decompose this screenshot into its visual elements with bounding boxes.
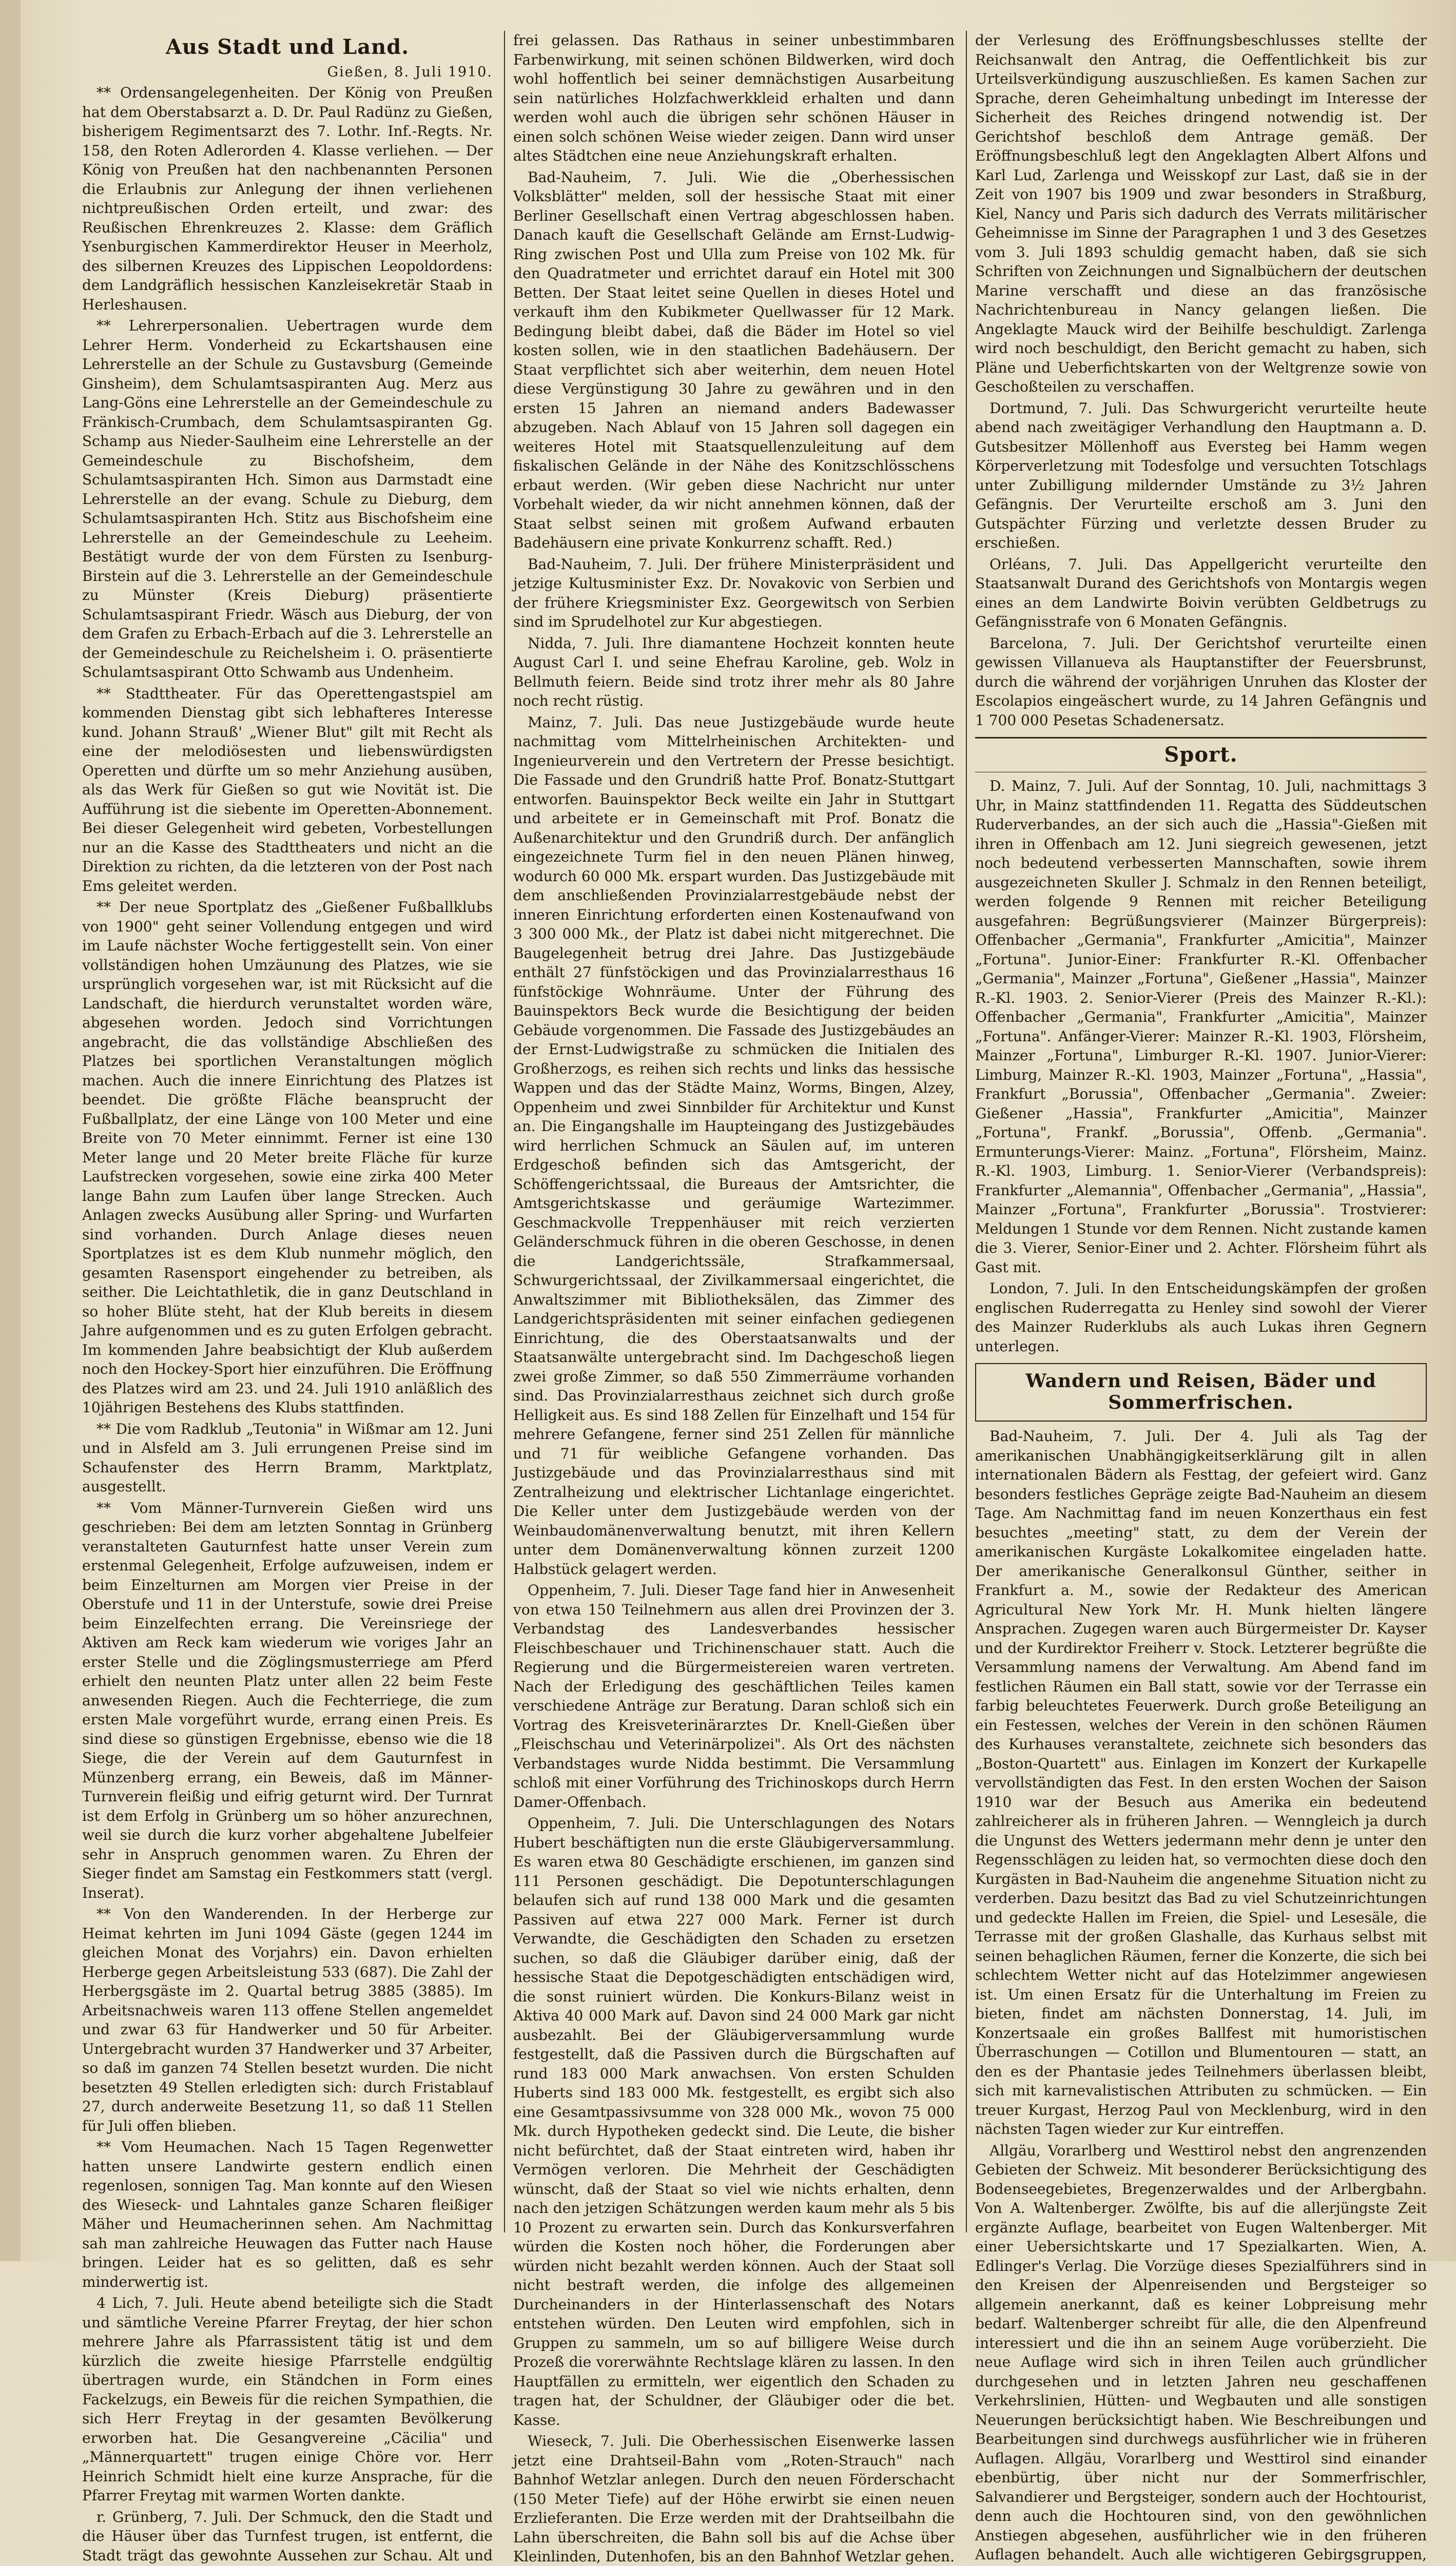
section-heading-travel: Wandern und Reisen, Bäder und Sommerfrischen. <box>981 1370 1421 1413</box>
article-paragraph: r. Grünberg, 7. Juli. Der Schmuck, den die Stadt und die Häuser über das Turnfest trugen, ist entfernt, die Stadt trägt das gewohnte Aussehen zur Schau. Alt und <box>82 2507 493 2566</box>
article-paragraph: ** Lehrerpersonalien. Uebertragen wurde dem Lehrer Herm. Vonderheid zu Eckartshausen eine Lehrerstelle an der Schule zu Gustavsburg (Gemeinde Ginsheim), dem Schulamtsaspiranten Aug. Merz aus Lang-Göns eine Lehrerstelle an der Gemeindeschule zu Fränkisch-Crumbach, dem Schulamtsaspiranten Gg. Schamp aus Nieder-Saulheim eine Lehrerstelle an der Gemeindeschule zu Bischofsheim, dem Schulamtsaspiranten Hch. Simon aus Darmstadt eine Lehrerstelle an der evang. Schule zu Dieburg, dem Schulamtsaspiranten Hch. Stitz aus Bischofsheim eine Lehrerstelle an der Gemeindeschule zu Leeheim. Bestätigt wurde der von dem Fürsten zu Isenburg-Birstein auf die 3. Lehrerstelle an der Gemeindeschule zu Münster (Kreis Dieburg) präsentierte Schulamtsaspirant Friedr. Wäsch aus Dieburg, der von dem Grafen zu Erbach-Erbach auf die 3. Lehrerstelle an der Gemeindeschule zu Reichelsheim i. O. präsentierte Schulamtsaspirant Otto Schwamb aus Undenheim. <box>82 316 493 682</box>
column-rule <box>966 31 967 2232</box>
article-paragraph: Wieseck, 7. Juli. Die Oberhessischen Eisenwerke lassen jetzt eine Drahtseil-Bahn vom „Roten-Strauch" nach Bahnhof Wetzlar anlegen. Durch den neuen Förderschacht (150 Meter Tiefe) auf der Höhe erwirbt sie einen neuen Erzlieferanten. Die Erze werden mit der Drahtseilbahn die Lahn überschreiten, die Bahn soll bis auf die Achse über Kleinlinden, Dutenhofen, bis an den Bahnhof Wetzlar gehen. <box>513 2432 955 2566</box>
travel-articles <box>975 1427 1427 2566</box>
column-3-articles <box>975 31 1427 730</box>
article-paragraph: Orléans, 7. Juli. Das Appellgericht verurteilte den Staatsanwalt Durand des Gerichtshofs von Montargis wegen eines an dem Landwirte Boivin verübten Geldbetrugs zu Gefängnisstrafe von 6 Monaten Gefängnis. <box>975 555 1427 632</box>
article-paragraph: Bad-Nauheim, 7. Juli. Der 4. Juli als Tag der amerikanischen Unabhängigkeitserklärung gilt in allen internationalen Bädern als Festtag, der gefeiert wird. Ganz besonders festliches Gepräge zeigte Bad-Nauheim an diesem Tage. Am Nachmittag fand im neuen Konzerthaus ein fest besuchtes „meeting" statt, zu dem der Verein der amerikanischen Kurgäste Lokalkomitee eingeladen hatte. Der amerikanische Generalkonsul Günther, seither in Frankfurt a. M., sowie der Redakteur des American Agricultural New York Mr. H. Munk hielten längere Ansprachen. Zugegen waren auch Bürgermeister Dr. Kayser und der Kurdirektor Freiherr v. Stock. Letzterer begrüßte die Versammlung namens der Verwaltung. Am Abend fand im festlichen Räumen ein Ball statt, sowie vor der Terrasse ein farbig beleuchtetes Feuerwerk. Durch große Beteiligung an ein Festessen, welches der Verein in den schönen Räumen des Kurhauses veranstaltete, zeichnete sich besonders das „Boston-Quartett" aus. Einlagen im Konzert der Kurkapelle vervollständigten das Fest. In den ersten Wochen der Saison 1910 war der Besuch aus Amerika ein bedeutend zahlreicherer als in früheren Jahren. — Wenngleich ja durch die Ungunst des Wetters jedermann mehr denn je unter den Regensschlägen zu leiden hat, so vermochten diese doch den Kurgästen in Bad-Nauheim die angenehme Situation nicht zu verderben. Dazu besitzt das Bad zu viel Schutzeinrichtungen und gedeckte Hallen im Freien, die Spiel- und Lesesäle, die Terrasse mit der großen Glashalle, das Kurhaus selbst mit seinen behaglichen Räumen, ferner die Konzerte, die sich bei schlechtem Wetter nicht auf das Hotelzimmer angewiesen ist. Um einen Ersatz für die Unterhaltung im Freien zu bieten, findet am nächsten Donnerstag, 14. Juli, im Konzertsaale ein großes Ballfest mit humoristischen Überraschungen — Cotillon und Blumentouren — statt, an den es der Phantasie jedes Teilnehmers überlassen bleibt, sich mit karnevalistischen Attributen zu schmücken. — Ein treuer Kurgast, Herzog Paul von Mecklenburg, wird in den nächsten Tagen wieder zur Kur eintreffen. <box>975 1427 1427 2139</box>
article-paragraph: Dortmund, 7. Juli. Das Schwurgericht verurteilte heute abend nach zweitägiger Verhandlung den Hauptmann a. D. Gutsbesitzer Möllenhoff aus Eversteg bei Hamm wegen Körperverletzung mit Todesfolge und versuchten Totschlags unter Zubilligung mildernder Umstände zu 3½ Jahren Gefängnis. Der Verurteilte erschoß am 3. Juni den Gutspächter Fürzing und verletzte dessen Bruder zu erschießen. <box>975 399 1427 553</box>
article-paragraph: frei gelassen. Das Rathaus in seiner unbestimmbaren Farbenwirkung, mit seinen schönen Bildwerken, wird doch wohl hoffentlich bei seiner demnächstigen Ausarbeitung sein natürliches Holzfachwerkkleid erhalten und dann werden wohl auch die übrigen sehr schönen Häuser in einen solch schönen Weise wieder zeigen. Dann wird unser altes Städtchen eine neue Anziehungskraft erhalten. <box>513 31 955 166</box>
column-1-articles <box>82 83 493 2566</box>
column-1 <box>82 31 493 2232</box>
binding-gutter <box>0 0 21 2261</box>
article-paragraph: ** Vom Männer-Turnverein Gießen wird uns geschrieben: Bei dem am letzten Sonntag in Grünberg veranstalteten Gauturnfest hatte unser Verein zum erstenmal Gelegenheit, Erfolge aufzuweisen, indem er beim Einzelturnen am Morgen vier Preise in der Oberstufe und 11 in der Unterstufe, sowie drei Preise beim Einzelfechten errang. Die Vereinsriege der Aktiven am Reck kam wiederum wie voriges Jahr an erster Stelle und die Zöglingsmusterriege am Pferd erhielt den neunten Platz unter allen 22 beim Feste anwesenden Riegen. Auch die Fechterriege, die zum ersten Male vorgeführt wurde, errang einen Preis. Es sind diese so günstigen Ergebnisse, ebenso wie die 18 Siege, die der Verein auf dem Gauturnfest in Münzenberg errang, ein Beweis, daß im Männer-Turnverein fleißig und eifrig geturnt wird. Der Turnrat ist dem Erfolg in Grünberg um so höher anzurechnen, weil sie durch die kurz vorher abgehaltene Jubelfeier sehr in Anspruch genommen waren. Zu Ehren der Sieger findet am Samstag ein Festkommers statt (vergl. Inserat). <box>82 1499 493 1903</box>
article-paragraph: Nidda, 7. Juli. Ihre diamantene Hochzeit konnten heute August Carl I. und seine Ehefrau Karoline, geb. Wolz in Bellmuth feiern. Beide sind trotz ihrer mehr als 80 Jahre noch recht rüstig. <box>513 634 955 711</box>
article-paragraph: London, 7. Juli. In den Entscheidungskämpfen der großen englischen Ruderregatta zu Henley sind sowohl der Vierer des Mainzer Ruderklubs als auch Lukas ihren Gegnern unterlegen. <box>975 1279 1427 1356</box>
article-paragraph: 4 Lich, 7. Juli. Heute abend beteiligte sich die Stadt und sämtliche Vereine Pfarrer Freytag, der hier schon mehrere Jahre als Pfarrassistent tätig ist und dem kürzlich die zweite hiesige Pfarrstelle endgültig übertragen wurde, ein Ständchen in Form eines Fackelzugs, ein Beweis für die reichen Sympathien, die sich Herr Freytag in der gesamten Bevölkerung erworben hat. Die Gesangvereine „Cäcilia" und „Männerquartett" trugen einige Chöre vor. Herr Heinrich Schmidt hielt eine kurze Ansprache, für die Pfarrer Freytag mit warmen Worten dankte. <box>82 2293 493 2505</box>
column-2-articles <box>513 31 955 2566</box>
article-paragraph: Bad-Nauheim, 7. Juli. Der frühere Ministerpräsident und jetzige Kultusminister Exz. Dr. Novakovic von Serbien und der frühere Kriegsminister Exz. Georgewitsch von Serbien sind im Sprudelhotel zur Kur abgestiegen. <box>513 555 955 632</box>
section-divider <box>975 737 1427 738</box>
article-paragraph: ** Ordensangelegenheiten. Der König von Preußen hat dem Oberstabsarzt a. D. Dr. Paul Radünz zu Gießen, bisherigem Regimentsarzt des 7. Lothr. Inf.-Regts. Nr. 158, den Roten Adlerorden 4. Klasse verliehen. — Der König von Preußen hat den nachbenannten Personen die Erlaubnis zur Anlegung der ihnen verliehenen nichtpreußischen Orden erteilt, und zwar: des Reußischen Ehrenkreuzes 2. Klasse: dem Gräflich Ysenburgischen Kammerdirektor Heuser in Meerholz, des silbernen Kreuzes des Lippischen Leopoldordens: dem Landgräflich hessischen Kanzleisekretär Staab in Herleshausen. <box>82 83 493 314</box>
article-paragraph: Bad-Nauheim, 7. Juli. Wie die „Oberhessischen Volksblätter" melden, soll der hessische Staat mit einer Berliner Gesellschaft einen Vertrag abgeschlossen haben. Danach kauft die Gesellschaft Gelände am Ernst-Ludwig-Ring zwischen Post und Ulla zum Preise von 102 Mk. für den Quadratmeter und errichtet darauf ein Hotel mit 300 Betten. Der Staat leitet seine Quellen in dieses Hotel und verkauft ihm den Kubikmeter Quellwasser für 12 Mark. Bedingung bleibt dabei, daß die Bäder im Hotel so viel kosten sollen, wie in den staatlichen Badehäusern. Der Staat verpflichtet sich aber weiterhin, dem neuen Hotel diese Vergünstigung 30 Jahre zu gewähren und in den ersten 15 Jahren an niemand anders Badewasser abzugeben. Nach Ablauf von 15 Jahren soll dagegen ein weiteres Hotel mit Staatsquellenzuleitung auf dem fiskalischen Gelände in der Nähe des Konitzschlösschens erbaut werden. (Wir geben diese Nachricht nur unter Vorbehalt wieder, da wir nicht annehmen können, daß der Staat selbst seinen mit großem Aufwand erbauten Badehäusern eine private Konkurrenz schafft. Red.) <box>513 168 955 553</box>
dateline: Gießen, 8. Juli 1910. <box>82 64 493 80</box>
article-paragraph: ** Der neue Sportplatz des „Gießener Fußballklubs von 1900" geht seiner Vollendung entgegen und wird im Laufe nächster Woche fertiggestellt sein. Von einer vollständigen hohen Umzäunung des Platzes, wie sie ursprünglich vorgesehen war, ist mit Rücksicht auf die Landschaft, die hierdurch verunstaltet worden wäre, abgesehen worden. Jedoch sind Vorrichtungen angebracht, die das vollständige Abschließen des Platzes bei sportlichen Veranstaltungen möglich machen. Auch die innere Einrichtung des Platzes ist beendet. Die größte Fläche beansprucht der Fußballplatz, der eine Länge von 100 Meter und eine Breite von 70 Meter einnimmt. Ferner ist eine 130 Meter lange und 20 Meter breite Fläche für kurze Laufstrecken vorgesehen, sowie eine zirka 400 Meter lange Bahn zum Laufen über lange Strecken. Auch Anlagen zwecks Ausübung aller Spring- und Wurfarten sind vorhanden. Durch Anlage dieses neuen Sportplatzes ist es dem Klub nunmehr möglich, den gesamten Rasensport eingehender zu betreiben, als seither. Die Leichtathletik, die in ganz Deutschland in so hoher Blüte steht, hat der Klub bereits in diesem Jahre aufgenommen und es zu guten Erfolgen gebracht. Im kommenden Jahre beabsichtigt der Klub außerdem noch den Hockey-Sport hier einzuführen. Die Eröffnung des Platzes wird am 23. und 24. Juli 1910 anläßlich des 10jährigen Bestehens des Klubs stattfinden. <box>82 898 493 1417</box>
article-paragraph: Mainz, 7. Juli. Das neue Justizgebäude wurde heute nachmittag vom Mittelrheinischen Architekten- und Ingenieurverein und den Vertretern der Presse besichtigt. Die Fassade und den Grundriß hatte Prof. Bonatz-Stuttgart entworfen. Bauinspektor Beck weilte ein Jahr in Stuttgart und arbeitete er in Gemeinschaft mit Prof. Bonatz die Außenarchitektur und den Grundriß durch. Der anfänglich eingezeichnete Turm fiel in den neuen Plänen hinweg, wodurch 60 000 Mk. erspart wurden. Das Justizgebäude mit dem anschließenden Provinzialarrestgebäude nebst der inneren Einrichtung erforderten einen Kostenaufwand von 3 300 000 Mk., der Platz ist dabei nicht mitgerechnet. Die Baugelegenheit betrug drei Jahre. Das Justizgebäude enthält 27 fünfstöckigen und das Provinzialarresthaus 16 fünfstöckige Wohnräume. Unter der Führung des Bauinspektors Beck wurde die Besichtigung der beiden Gebäude vorgenommen. Die Fassade des Justizgebäudes an der Ernst-Ludwigstraße zu schmücken die Initialen des Großherzogs, es reihen sich rechts und links das hessische Wappen und das der Städte Mainz, Worms, Bingen, Alzey, Oppenheim und zwei Sinnbilder für Architektur und Kunst an. Die Eingangshalle im Haupteingang des Justizgebäudes wird herrlichen Schmuck an Säulen auf, im unteren Erdgeschoß befinden sich das Amtsgericht, der Schöffengerichtssaal, die Bureaus der Amtsrichter, die Amtsgerichtskasse und geräumige Wartezimmer. Geschmackvolle Treppenhäuser mit reich verzierten Geländerschmuck führen in die oberen Geschosse, in denen die Landgerichtssäle, Strafkammersaal, Schwurgerichtssaal, der Zivilkammersaal eingerichtet, die Anwaltszimmer mit Bibliotheksälen, das Zimmer des Landgerichtspräsidenten mit seiner einfachen gediegenen Einrichtung, die des Oberstaatsanwalts und der Staatsanwälte untergebracht sind. Im Dachgeschoß liegen zwei große Zimmer, so daß 550 Zimmerräume vorhanden sind. Das Provinzialarresthaus zeichnet sich durch große Helligkeit aus. Es sind 188 Zellen für Einzelhaft und 154 für mehrere Gefangene, ferner sind 251 Zellen für männliche und 71 für weibliche Gefangene vorhanden. Das Justizgebäude und das Provinzialarresthaus sind mit Zentralheizung und elektrischer Lichtanlage eingerichtet. Die Keller unter dem Justizgebäude werden von der Weinbaudomänenverwaltung benutzt, mit ihren Kellern unter dem Domänenverwaltung können zurzeit 1200 Halbstück gelagert werden. <box>513 713 955 1579</box>
article-paragraph: Oppenheim, 7. Juli. Dieser Tage fand hier in Anwesenheit von etwa 150 Teilnehmern aus allen drei Provinzen der 3. Verbandstag des Landesverbandes hessischer Fleischbeschauer und Trichinenschauer statt. Auch die Regierung und die Bürgermeistereien waren vertreten. Nach der Erledigung des geschäftlichen Teiles kamen verschiedene Anträge zur Beratung. Daran schloß sich ein Vortrag des Kreisveterinärarztes Dr. Knell-Gießen über „Fleischschau und Veterinärpolizei". Als Ort des nächsten Verbandstages wurde Nidda bestimmt. Die Versammlung schloß mit einer Vorführung des Trichinoskops durch Herrn Damer-Offenbach. <box>513 1581 955 1812</box>
column-rule <box>504 31 505 2232</box>
article-paragraph: Barcelona, 7. Juli. Der Gerichtshof verurteilte einen gewissen Villanueva als Hauptanstifter der Feuersbrunst, durch die während der vorjährigen Unruhen das Kloster der Escolapios eingeäschert wurde, zu 14 Jahren Gefängnis und 1 700 000 Pesetas Schadenersatz. <box>975 634 1427 730</box>
sport-articles <box>975 776 1427 1356</box>
article-paragraph: D. Mainz, 7. Juli. Auf der Sonntag, 10. Juli, nachmittags 3 Uhr, in Mainz stattfindenden 11. Regatta des Süddeutschen Ruderverbandes, an der sich auch die „Hassia"-Gießen mit ihren in Offenbach am 12. Juni siegreich gewesenen, jetzt noch bedeutend verbesserten Mannschaften, sowie ihrem ausgezeichneten Skuller J. Schmalz in den Rennen beteiligt, werden folgende 9 Rennen mit reicher Beteiligung ausgefahren: Begrüßungsvierer (Mainzer Bürgerpreis): Offenbacher „Germania", Frankfurter „Amicitia", Mainzer „Fortuna". Junior-Einer: Frankfurter R.-Kl. Offenbacher „Germania", Mainzer „Fortuna", Gießener „Hassia", Mainzer R.-Kl. 1903. 2. Senior-Vierer (Preis des Mainzer R.-Kl.): Offenbacher „Germania", Frankfurter „Amicitia", Mainzer „Fortuna". Anfänger-Vierer: Mainzer R.-Kl. 1903, Flörsheim, Mainzer „Fortuna", Limburger R.-Kl. 1907. Junior-Vierer: Limburg, Mainzer R.-Kl. 1903, Mainzer „Fortuna", „Hassia", Frankfurt „Borussia", Offenbacher „Germania". Zweier: Gießener „Hassia", Frankfurter „Amicitia", Mainzer „Fortuna", Frankf. „Borussia", Offenb. „Germania". Ermunterungs-Vierer: Mainz. „Fortuna", Flörsheim, Mainz. R.-Kl. 1903, Limburg. 1. Senior-Vierer (Verbandspreis): Frankfurter „Alemannia", Offenbacher „Germania", „Hassia", Mainzer „Fortuna", Frankfurter „Borussia". Trostvierer: Meldungen 1 Stunde vor dem Rennen. Nicht zustande kamen die 3. Vierer, Senior-Einer und 2. Achter. Flörsheim führt als Gast mit. <box>975 776 1427 1277</box>
travel-section-box <box>975 1363 1427 1422</box>
article-paragraph: ** Stadttheater. Für das Operettengastspiel am kommenden Dienstag gibt sich lebhafteres Interesse kund. Johann Strauß' „Wiener Blut" gilt mit Recht als eine der melodiösesten und liebenswürdigsten Operetten und dürfte um so mehr Anziehung ausüben, als das Werk für Gießen so gut wie Novität ist. Die Aufführung ist die siebente im Operetten-Abonnement. Bei dieser Gelegenheit wird gebeten, Vorbestellungen nur an die Kasse des Stadttheaters und nicht an die Direktion zu richten, da die letzteren von der Post nach Ems geleitet werden. <box>82 684 493 896</box>
article-paragraph: Oppenheim, 7. Juli. Die Unterschlagungen des Notars Hubert beschäftigten nun die erste Gläubigerversammlung. Es waren etwa 80 Geschädigte erschienen, im ganzen sind 111 Personen geschädigt. Die Depotunterschlagungen belaufen sich auf rund 138 000 Mark und die gesamten Passiven auf etwa 227 000 Mark. Ferner ist durch Verwandte, die Geschädigten den Schaden zu ersetzen suchen, so daß die Gläubiger darüber einig, daß der hessische Staat die Depotgeschädigten entschädigen wird, die sonst ruiniert würden. Die Konkurs-Bilanz weist in Aktiva 40 000 Mark auf. Davon sind 24 000 Mark gar nicht ausbezahlt. Bei der Gläubigerversammlung wurde festgestellt, daß die Passiven durch die Bürgschaften auf rund 183 000 Mark anwachsen. Von ersten Schulden Huberts sind 183 000 Mk. festgestellt, es ergibt sich also eine Gesamtpassivsumme von 328 000 Mk., wovon 75 000 Mk. durch Hypotheken gedeckt sind. Die Leute, die bisher nicht befürchtet, daß der Staat eintreten wird, haben ihr Vermögen verloren. Die Mehrheit der Geschädigten wünscht, daß der Staat so viel wie nichts erhalten, denn nach den jetzigen Schätzungen werden kaum mehr als 5 bis 10 Prozent zu erwarten sein. Durch das Konkursverfahren würden die Kosten noch höher, die Forderungen aber würden nicht bezahlt werden können. Auch der Staat soll nicht bestraft werden, die infolge des allgemeinen Durcheinanders in der Hinterlassenschaft des Notars entstehen würden. Den Leuten wird empfohlen, sich in Gruppen zu sammeln, um so auf billigere Weise durch Prozeß die vorerwähnte Rechtslage klären zu lassen. In den Hauptfällen zu ermitteln, wer eigentlich den Schaden zu tragen hat, der Schuldner, der Gläubiger oder die bet. Kasse. <box>513 1814 955 2429</box>
article-paragraph: ** Vom Heumachen. Nach 15 Tagen Regenwetter hatten unsere Landwirte gestern endlich einen regenlosen, sonnigen Tag. Man konnte auf den Wiesen des Wieseck- und Lahntales ganze Scharen fleißiger Mäher und Heumacherinnen sehen. Am Nachmittag sah man zahlreiche Heuwagen das Futter nach Hause bringen. Leider hat es so gelitten, daß es sehr minderwertig ist. <box>82 2137 493 2291</box>
article-paragraph: der Verlesung des Eröffnungsbeschlusses stellte der Reichsanwalt den Antrag, die Oeffentlichkeit bis zur Urteilsverkündigung auszuschließen. Es kamen Sachen zur Sprache, deren Geheimhaltung unbedingt im Interesse der Sicherheit des Reiches dringend notwendig ist. Der Gerichtshof beschloß dem Antrage gemäß. Der Eröffnungsbeschluß legt den Angeklagten Albert Alfons und Karl Lud, Zarlenga und Weisskopf zur Last, daß sie in der Zeit von 1907 bis 1909 und zwar besonders in Straßburg, Kiel, Nancy und Paris sich dadurch des Verrats militärischer Geheimnisse im Sinne der Paragraphen 1 und 3 des Gesetzes vom 3. Juli 1893 schuldig gemacht haben, daß sie sich Schriften von Zeichnungen und Signalbüchern der deutschen Marine verschafft und diese an das französische Nachrichtenbureau in Nancy gelangen ließen. Die Angeklagte Mauck wird der Beihilfe beschuldigt. Zarlenga wird noch beschuldigt, den Bericht gemacht zu haben, sich Pläne und Ueberfichtskarten von der Weltgrenze sowie von Geschoßteilen zu verschaffen. <box>975 31 1427 397</box>
section-heading-local-news: Aus Stadt und Land. <box>82 35 493 59</box>
article-paragraph: Allgäu, Vorarlberg und Westtirol nebst den angrenzenden Gebieten der Schweiz. Mit besonderer Berücksichtigung des Bodenseegebietes, Bregenzerwaldes und der Arlbergbahn. Von A. Waltenberger. Zwölfte, bis auf die allerjüngste Zeit ergänzte Auflage, bearbeitet von Eugen Waltenberger. Mit einer Uebersichtskarte und 17 Spezialkarten. Wien, A. Edlinger's Verlag. Die Vorzüge dieses Spezialführers sind in den Kreisen der Alpenreisenden und Bergsteiger so allgemein anerkannt, daß es keiner Lobpreisung mehr bedarf. Waltenberger schreibt für alle, die den Alpenfreund interessiert und die ihn an seinem Auge vorüberzieht. Die neue Auflage wird sich in ihren Teilen auch gründlicher durchgesehen und in letzten Jahren neu geschaffenen Verkehrslinien, Hütten- und Wegbauten und alle sonstigen Neuerungen berücksichtigt haben. Wie Beschreibungen und Bearbeitungen sind durchwegs ausführlicher wie in früheren Auflagen. Allgäu, Vorarlberg und Westtirol sind einander ebenbürtig, über nicht nur der Sommerfrischler, Salvandierer und Bergsteiger, sondern auch der Hochtourist, denn auch die Hochtouren sind, von den gewöhnlichen Anstiegen abgesehen, ausführlicher wie in den früheren Auflagen behandelt. Auch alle wichtigeren Gebirgsgruppen, <box>975 2141 1427 2566</box>
section-heading-sport: Sport. <box>975 743 1427 767</box>
article-paragraph: ** Die vom Radklub „Teutonia" in Wißmar am 12. Juni und in Alsfeld am 3. Juli errungenen Preise sind im Schaufenster des Herrn Bramm, Marktplatz, ausgestellt. <box>82 1420 493 1496</box>
article-paragraph: ** Von den Wanderenden. In der Herberge zur Heimat kehrten im Juni 1094 Gäste (gegen 1244 im gleichen Monat des Vorjahrs) ein. Davon erhielten Herberge gegen Arbeitsleistung 533 (687). Die Zahl der Herbergsgäste im 2. Quartal betrug 3885 (3885). Im Arbeitsnachweis waren 113 offene Stellen angemeldet und zwar 63 für Handwerker und 50 für Arbeiter. Untergebracht wurden 37 Handwerker und 37 Arbeiter, so daß im ganzen 74 Stellen besetzt wurden. Die nicht besetzten 49 Stellen erledigten sich: durch Fristablauf 27, durch anderweite Besetzung 11, so daß 11 Stellen für Juli offen blieben. <box>82 1904 493 2135</box>
column-3 <box>975 31 1427 2232</box>
column-2 <box>513 31 955 2232</box>
